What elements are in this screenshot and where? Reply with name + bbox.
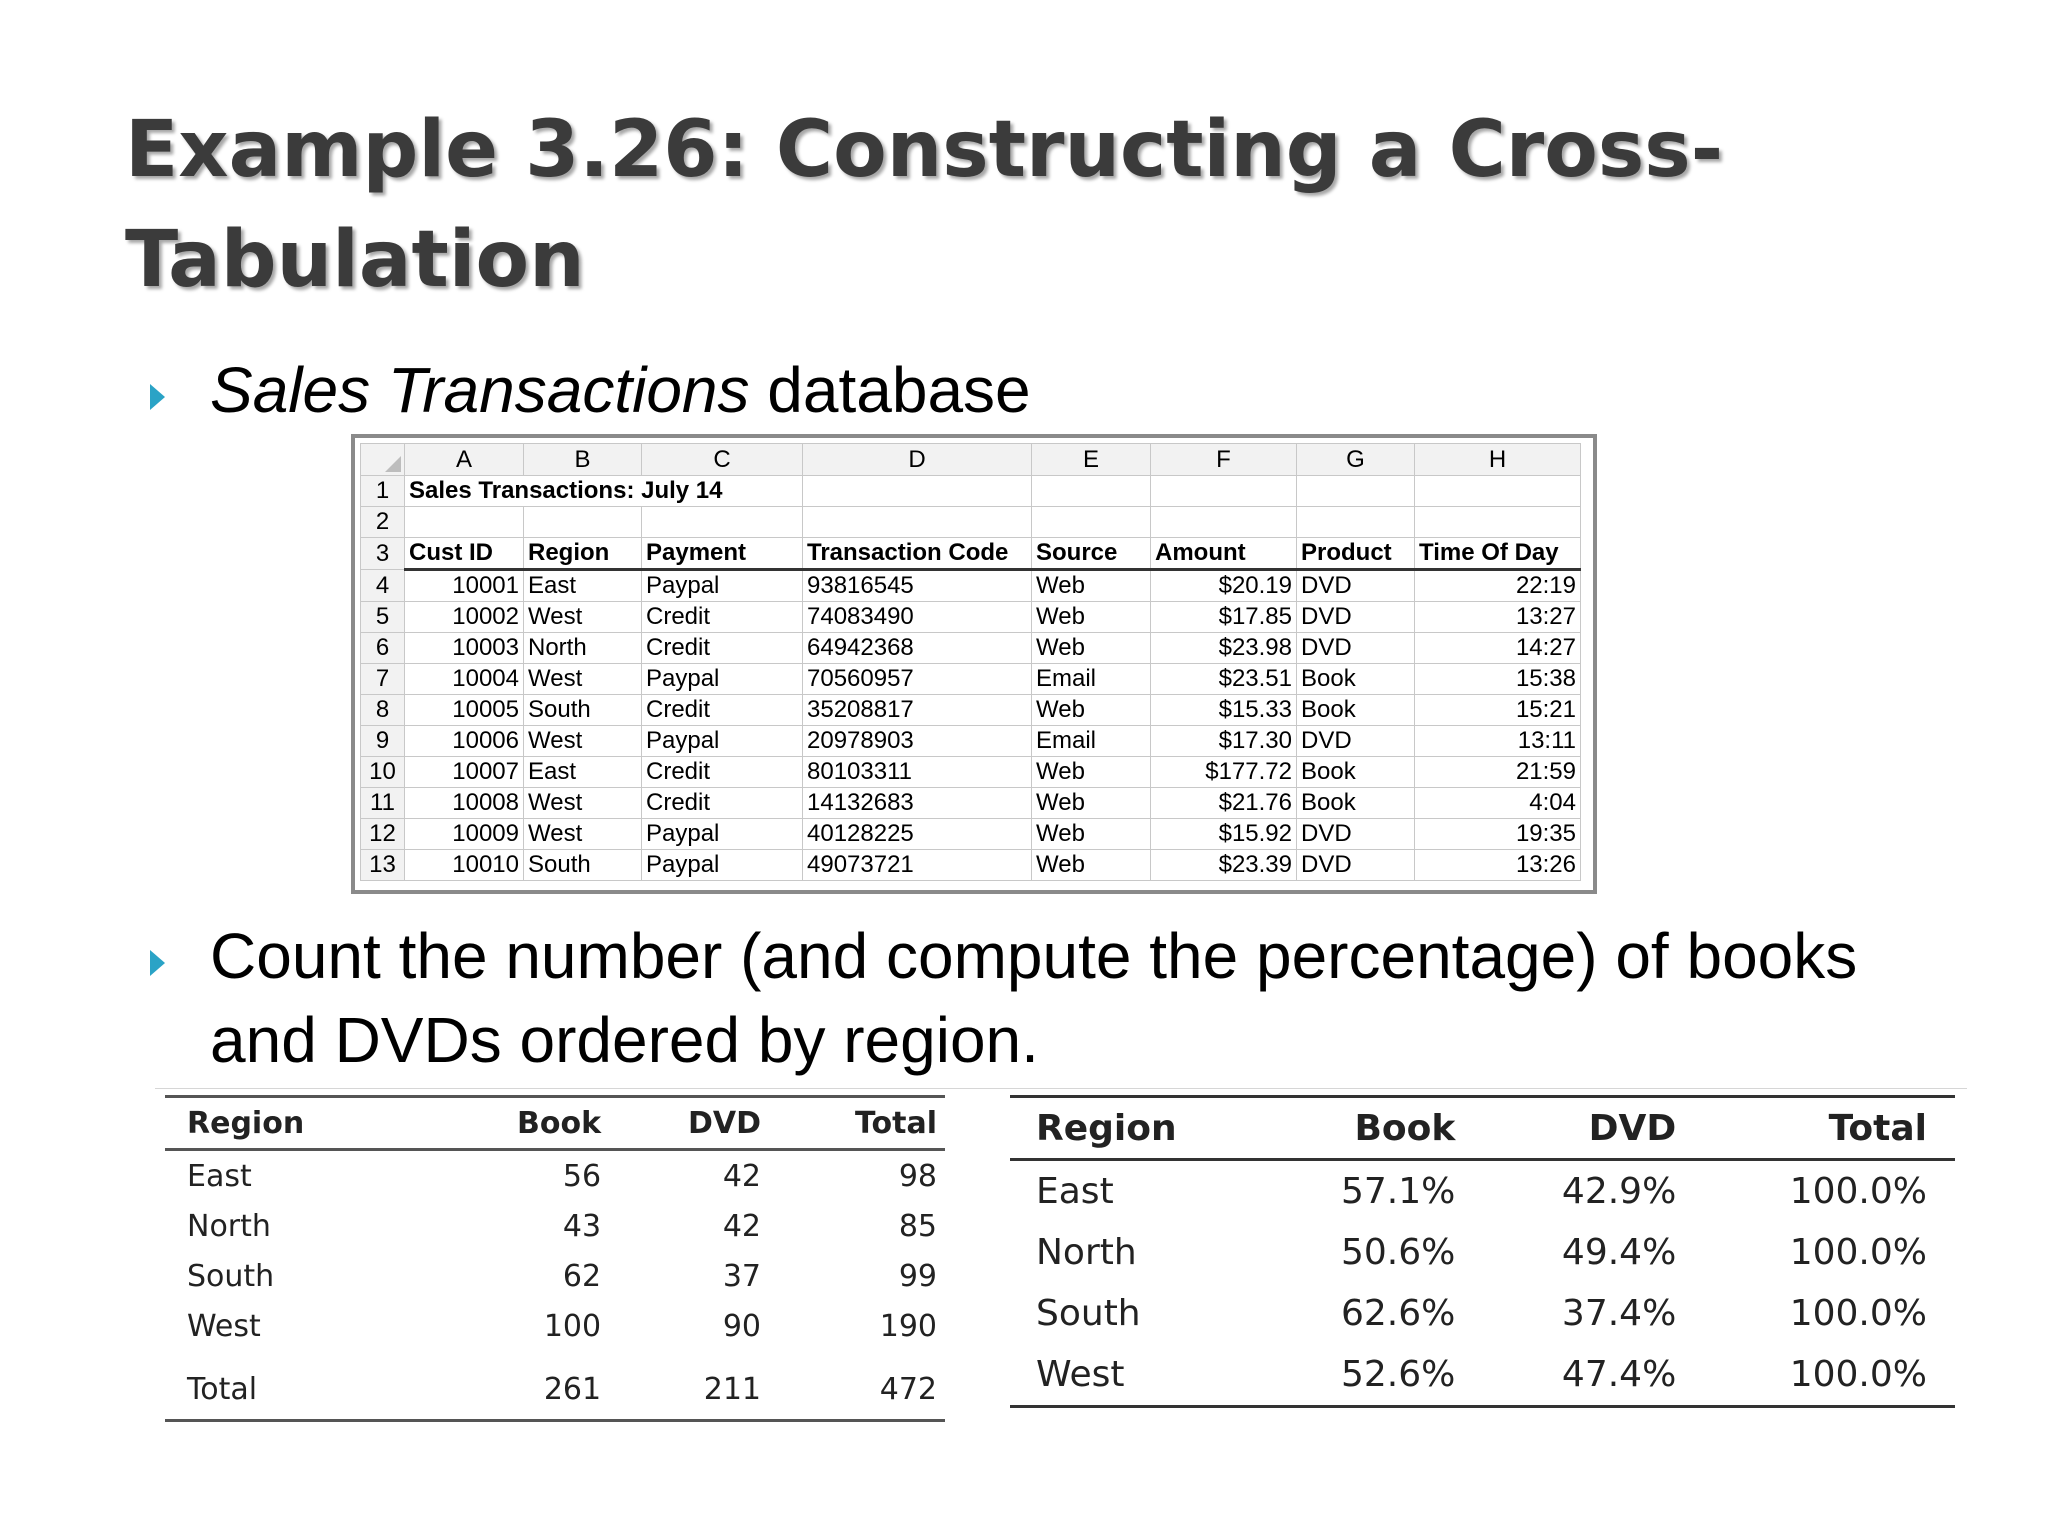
sheet-cell[interactable]: DVD [1297,602,1415,633]
sheet-cell[interactable]: 21:59 [1415,757,1581,788]
sheet-cell[interactable]: West [524,664,642,695]
total-cell: Total [165,1351,429,1421]
pct-cell: 42.9% [1561,1171,1677,1212]
sheet-cell[interactable]: Paypal [642,850,803,881]
sheet-cell[interactable]: $15.33 [1151,695,1297,726]
table-row [165,1301,945,1351]
count-cell: 90 [722,1308,761,1344]
sheet-cell[interactable]: Email [1032,664,1151,695]
sheet-cell[interactable]: DVD [1297,633,1415,664]
sheet-cell[interactable]: Book [1297,695,1415,726]
pct-col-header: Book [1262,1097,1483,1160]
sheet-cell[interactable]: South [524,695,642,726]
spreadsheet-image [351,434,1597,894]
sheet-cell[interactable]: Web [1032,819,1151,850]
count-cell: South [187,1258,275,1294]
sheet-cell[interactable]: East [524,757,642,788]
column-header[interactable]: D [803,444,1032,476]
count-col-header: Region [165,1097,429,1150]
column-header[interactable]: H [1415,444,1581,476]
sheet-header-row: 3 Cust ID Region Payment Transaction Code Source Amount Product Time Of Day [361,538,1581,570]
count-cell: 37 [722,1258,761,1294]
sheet-cell[interactable]: 20978903 [803,726,1032,757]
bullet-arrow-icon [150,950,165,976]
sheet-cell[interactable]: 14132683 [803,788,1032,819]
sheet-cell[interactable]: DVD [1297,819,1415,850]
count-cell: North [187,1208,271,1244]
pct-cell: 57.1% [1340,1171,1456,1212]
pct-cell: 37.4% [1561,1293,1677,1334]
sheet-cell[interactable]: Credit [642,602,803,633]
row-number[interactable]: 9 [361,726,405,757]
sheet-cell[interactable]: Paypal [642,664,803,695]
row-number[interactable]: 8 [361,695,405,726]
pct-cell: 62.6% [1340,1293,1456,1334]
sheet-data-row [361,757,1581,788]
row-number[interactable]: 12 [361,819,405,850]
total-cell: 261 [429,1351,609,1421]
count-cell: West [187,1308,261,1344]
bullet-text: Count the number (and compute the percentage) of books and DVDs ordered by region. [210,920,1858,1076]
sheet-cell[interactable]: 10008 [405,788,524,819]
pct-cell: East [1036,1171,1114,1212]
row-number[interactable]: 11 [361,788,405,819]
sheet-data-row [361,695,1581,726]
sheet-cell[interactable]: 70560957 [803,664,1032,695]
count-cell: 43 [562,1208,602,1244]
sheet-cell[interactable]: 22:19 [1415,570,1581,602]
sheet-cell[interactable]: $23.51 [1151,664,1297,695]
pct-cell: North [1036,1232,1137,1273]
sheet-row-2: 2 [361,507,1581,538]
sheet-cell[interactable]: $23.39 [1151,850,1297,881]
column-header[interactable]: F [1151,444,1297,476]
percentage-cross-tab [1010,1095,1955,1408]
sheet-cell[interactable]: West [524,819,642,850]
sheet-cell[interactable]: 4:04 [1415,788,1581,819]
row-number[interactable]: 7 [361,664,405,695]
pct-cell: 50.6% [1340,1232,1456,1273]
count-cell: 190 [879,1308,937,1344]
sheet-data-row [361,633,1581,664]
sheet-header-cell[interactable]: Source [1032,538,1151,570]
table-row [1010,1222,1955,1283]
table-row [1010,1160,1955,1223]
sheet-cell[interactable]: Web [1032,850,1151,881]
sheet-cell[interactable]: DVD [1297,570,1415,602]
table-row [165,1251,945,1301]
count-cross-tab [165,1095,945,1422]
count-col-header: DVD [609,1097,769,1150]
column-header[interactable]: C [642,444,803,476]
sheet-cell[interactable]: 15:21 [1415,695,1581,726]
count-cell: 42 [722,1158,761,1194]
sheet-cell[interactable]: $17.85 [1151,602,1297,633]
pct-cell: 49.4% [1561,1232,1677,1273]
sheet-cell[interactable]: Paypal [642,570,803,602]
sheet-cell[interactable]: DVD [1297,850,1415,881]
pct-cell: 100.0% [1789,1232,1927,1273]
table-row [165,1150,945,1202]
row-number[interactable]: 4 [361,570,405,602]
row-number[interactable]: 13 [361,850,405,881]
sheet-cell[interactable]: North [524,633,642,664]
column-header[interactable]: G [1297,444,1415,476]
sheet-cell[interactable]: $17.30 [1151,726,1297,757]
sheet-cell[interactable]: 10010 [405,850,524,881]
pct-cell: 47.4% [1483,1344,1704,1407]
sheet-cell[interactable]: $15.92 [1151,819,1297,850]
sales-transactions-sheet [360,443,1581,881]
sheet-cell[interactable]: 10001 [405,570,524,602]
column-header[interactable]: B [524,444,642,476]
database-name: Sales Transactions [210,354,750,426]
sheet-cell[interactable]: South [524,850,642,881]
sheet-cell[interactable]: Credit [642,757,803,788]
sheet-row-1: 1 Sales Transactions: July 14 [361,476,1581,507]
sheet-data-row [361,788,1581,819]
sheet-data-row [361,602,1581,633]
sheet-data-row [361,726,1581,757]
sheet-cell[interactable]: 14:27 [1415,633,1581,664]
pct-cell: 52.6% [1262,1344,1483,1407]
sheet-cell[interactable]: 35208817 [803,695,1032,726]
sheet-header-cell[interactable]: Time Of Day [1415,538,1581,570]
sheet-data-row [361,570,1581,602]
sheet-cell[interactable]: Web [1032,570,1151,602]
sheet-cell[interactable]: 13:11 [1415,726,1581,757]
sheet-header-cell[interactable]: Amount [1151,538,1297,570]
sheet-cell[interactable]: 10009 [405,819,524,850]
count-cell: 56 [562,1158,602,1194]
sheet-cell[interactable]: 40128225 [803,819,1032,850]
sheet-cell[interactable]: $23.98 [1151,633,1297,664]
pct-cell: 100.0% [1704,1344,1955,1407]
sheet-header-cell[interactable]: Payment [642,538,803,570]
sheet-cell[interactable]: Web [1032,695,1151,726]
sheet-cell[interactable]: 10004 [405,664,524,695]
table-row [1010,1344,1955,1407]
table-row [1010,1283,1955,1344]
divider [155,1088,1967,1089]
sheet-cell[interactable]: East [524,570,642,602]
pct-col-header: Region [1010,1097,1262,1160]
sheet-cell[interactable]: 80103311 [803,757,1032,788]
sheet-cell[interactable]: West [524,726,642,757]
sheet-header-cell[interactable]: Product [1297,538,1415,570]
sheet-cell[interactable]: Book [1297,788,1415,819]
sheet-cell[interactable]: 74083490 [803,602,1032,633]
sheet-cell[interactable]: 13:27 [1415,602,1581,633]
sheet-cell[interactable]: 10003 [405,633,524,664]
total-cell: 211 [609,1351,769,1421]
slide-title: Example 3.26: Constructing a Cross-Tabulation [125,105,1724,305]
sheet-cell[interactable]: West [524,788,642,819]
sheet-cell[interactable]: West [524,602,642,633]
sheet-data-row [361,664,1581,695]
sheet-cell[interactable]: 93816545 [803,570,1032,602]
pct-col-header: Total [1704,1097,1955,1160]
pct-col-header: DVD [1483,1097,1704,1160]
count-col-header: Total [769,1097,945,1150]
sheet-cell[interactable]: Credit [642,695,803,726]
bullet-arrow-icon [150,384,165,410]
sheet-cell[interactable]: 15:38 [1415,664,1581,695]
sheet-cell[interactable]: $21.76 [1151,788,1297,819]
count-cell: 99 [898,1258,937,1294]
sheet-header-cell[interactable]: Region [524,538,642,570]
sheet-cell[interactable]: Credit [642,633,803,664]
select-all-corner[interactable] [361,444,405,476]
sheet-cell[interactable]: Paypal [642,726,803,757]
table-row [165,1201,945,1251]
sheet-cell[interactable]: 10002 [405,602,524,633]
total-cell: 472 [769,1351,945,1421]
sheet-cell[interactable]: 13:26 [1415,850,1581,881]
sheet-cell[interactable]: Web [1032,788,1151,819]
pct-cell: West [1010,1344,1262,1407]
sheet-cell[interactable]: 10007 [405,757,524,788]
sheet-cell[interactable]: Web [1032,602,1151,633]
count-cell: 100 [543,1308,602,1344]
column-header[interactable]: A [405,444,524,476]
sheet-cell[interactable]: $177.72 [1151,757,1297,788]
count-cell: 62 [562,1258,602,1294]
sheet-title-cell[interactable]: Sales Transactions: July 14 [405,476,803,507]
sheet-cell[interactable]: Email [1032,726,1151,757]
row-number[interactable]: 10 [361,757,405,788]
sheet-header-cell[interactable]: Transaction Code [803,538,1032,570]
sheet-data-row [361,819,1581,850]
sheet-data-row [361,850,1581,881]
count-cell: 42 [722,1208,761,1244]
sheet-cell[interactable]: $20.19 [1151,570,1297,602]
count-cell: East [187,1158,252,1194]
sheet-cell[interactable]: 49073721 [803,850,1032,881]
sheet-cell[interactable]: 10006 [405,726,524,757]
sheet-cell[interactable]: 19:35 [1415,819,1581,850]
row-number[interactable]: 6 [361,633,405,664]
sheet-cell[interactable]: DVD [1297,726,1415,757]
sheet-cell[interactable]: Credit [642,788,803,819]
total-row [165,1351,945,1421]
sheet-cell[interactable]: Book [1297,664,1415,695]
bullet-text: database [749,354,1031,426]
sheet-cell[interactable]: 64942368 [803,633,1032,664]
sheet-cell[interactable]: 10005 [405,695,524,726]
column-header[interactable]: E [1032,444,1151,476]
count-cell: 98 [898,1158,937,1194]
sheet-cell[interactable]: Web [1032,633,1151,664]
pct-cell: 100.0% [1789,1171,1927,1212]
row-number[interactable]: 5 [361,602,405,633]
pct-cell: 100.0% [1789,1293,1927,1334]
sheet-header-cell[interactable]: Cust ID [405,538,524,570]
count-cell: 85 [898,1208,937,1244]
pct-cell: South [1036,1293,1141,1334]
count-col-header: Book [429,1097,609,1150]
sheet-cell[interactable]: Book [1297,757,1415,788]
sheet-cell[interactable]: Web [1032,757,1151,788]
sheet-cell[interactable]: Paypal [642,819,803,850]
